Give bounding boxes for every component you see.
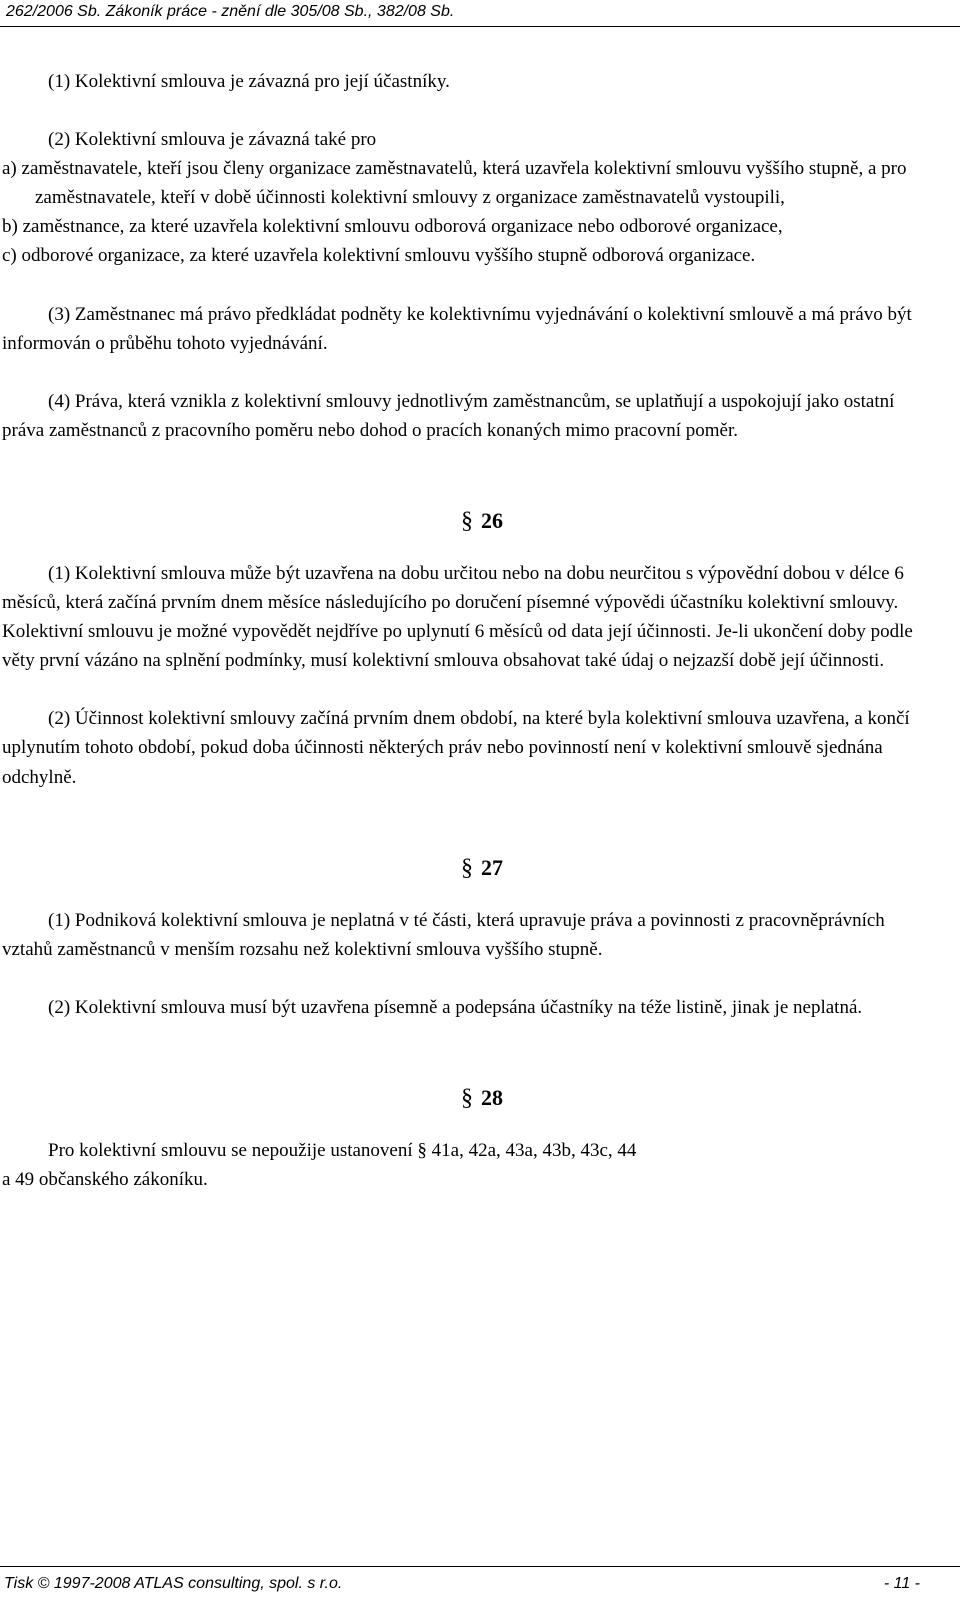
spacer [2, 886, 940, 906]
section-heading-28 [2, 1080, 940, 1116]
s25-paragraph-3: (3) Zaměstnanec má právo předkládat podněty ke kolektivnímu vyjednávání o kolektivní smlouvě a má právo být informován o průběhu tohoto vyjednávání. [2, 303, 912, 354]
s25-paragraph-1: (1) Kolektivní smlouva je závazná pro její účastníky. [48, 71, 450, 92]
s28-paragraph-line-1: Pro kolektivní smlouvu se nepoužije ustanovení § 41a, 42a, 43a, 43b, 43c, 44 [48, 1139, 637, 1161]
document-body [2, 67, 940, 1194]
s25-list-item-b: b) zaměstnance, za které uzavřela kolektivní smlouvu odborová organizace nebo odborové organizace, [2, 216, 783, 238]
section-number: 26 [481, 507, 503, 533]
s27-paragraph-2: (2) Kolektivní smlouva musí být uzavřena písemně a podepsána účastníky na téže listině, jinak je neplatná. [48, 996, 863, 1018]
s26-paragraph-2: (2) Účinnost kolektivní smlouvy začíná prvním dnem období, na které byla kolektivní smlouva uzavřena, a končí uplynutím tohoto období, pokud doba účinnosti některých práv nebo povinností není v kolektivní smlouvě sjednána odchylně. [2, 708, 910, 788]
s25-list-item-a: a) zaměstnavatele, kteří jsou členy organizace zaměstnavatelů, která uzavřela kolektivní smlouvu vyššího stupně, a pro zaměstnavatele, kteří v době účinnosti kolektivní smlouvy z organizace zaměstnavatelů vystoupili, [2, 158, 907, 209]
section-symbol: § [461, 507, 473, 534]
section-heading-26 [2, 503, 940, 539]
spacer [2, 1022, 940, 1080]
s25-paragraph-4: (4) Práva, která vznikla z kolektivní smlouvy jednotlivým zaměstnancům, se uplatňují a uspokojují jako ostatní práva zaměstnanců z pracovního poměru nebo dohod o pracích konaných mimo pracovní poměr. [2, 390, 895, 441]
spacer [2, 539, 940, 559]
section-heading-27 [2, 850, 940, 886]
spacer [2, 964, 940, 993]
section-number: 28 [481, 1084, 503, 1110]
section-symbol: § [461, 854, 473, 881]
spacer [2, 358, 940, 387]
spacer [2, 271, 940, 300]
spacer [2, 445, 940, 503]
s26-paragraph-1: (1) Kolektivní smlouva může být uzavřena na dobu určitou nebo na dobu neurčitou s výpovědní dobou v délce 6 měsíců, která začíná prvním dnem měsíce následujícího po doručení písemné výpovědi účastníku kolektivní smlouvy. Kolektivní smlouvu je možné vypovědět nejdříve po uplynutí 6 měsíců od data její účinnosti. Je-li ukončení doby podle věty první vázáno na splnění podmínky, musí kolektivní smlouva obsahovat také údaj o nejzazší době její účinnosti. [2, 562, 913, 672]
spacer [2, 96, 940, 125]
spacer [2, 675, 940, 704]
footer-copyright: Tisk © 1997-2008 ATLAS consulting, spol. s r.o. [4, 1575, 343, 1592]
spacer [2, 1116, 940, 1136]
page-header: 262/2006 Sb. Zákoník práce - znění dle 305/08 Sb., 382/08 Sb. [6, 3, 455, 20]
s25-paragraph-2-intro: (2) Kolektivní smlouva je závazná také pro [48, 129, 377, 151]
spacer [2, 792, 940, 850]
section-symbol: § [461, 1084, 473, 1111]
s27-paragraph-1: (1) Podniková kolektivní smlouva je neplatná v té části, která upravuje práva a povinnosti z pracovněprávních vztahů zaměstnanců v menším rozsahu než kolektivní smlouva vyššího stupně. [2, 909, 885, 960]
s28-paragraph-line-2: a 49 občanského zákoníku. [2, 1168, 208, 1190]
s25-list-item-c: c) odborové organizace, za které uzavřela kolektivní smlouvu vyššího stupně odborová organizace. [2, 245, 756, 267]
section-number: 27 [481, 854, 503, 880]
header-divider [0, 26, 960, 27]
footer-divider [0, 1566, 960, 1567]
page-number: - 11 - [883, 1575, 920, 1592]
